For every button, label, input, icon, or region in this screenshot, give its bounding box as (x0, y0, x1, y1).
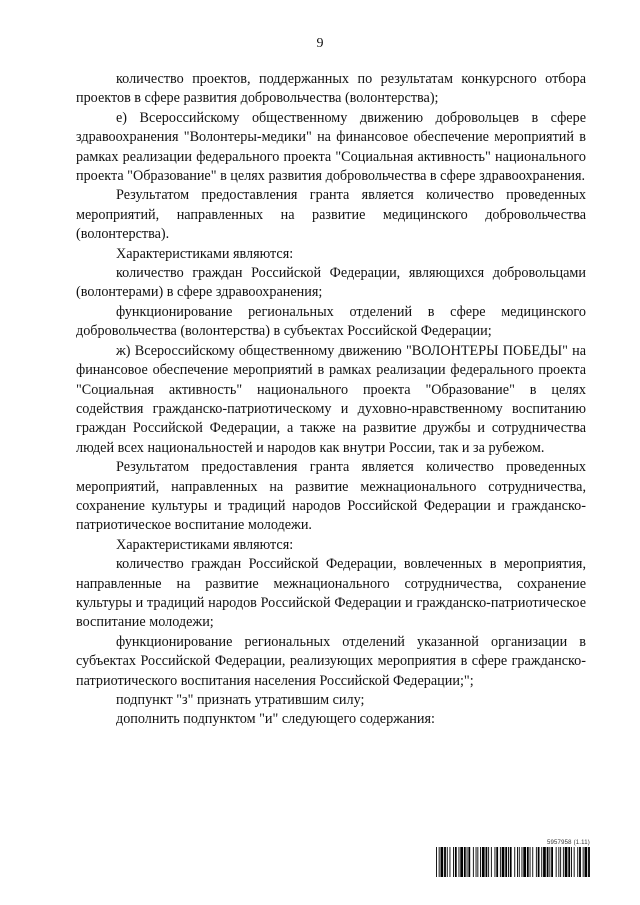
page-number: 9 (316, 36, 324, 51)
paragraph: Результатом предоставления гранта является количество проведенных мероприятий, направленных на развитие межнационального сотрудничества, сохранение культуры и традиций народов Российской Федерации и гражданско-патриотическое воспитание молодежи. (76, 459, 586, 534)
paragraph: Характеристиками являются: (116, 536, 294, 553)
paragraph: функционирование региональных отделений в сфере медицинского добровольчества (волонтерства) в субъектах Российской Федерации; (76, 303, 586, 340)
barcode-block (436, 840, 590, 877)
paragraph: Результатом предоставления гранта является количество проведенных мероприятий, направленных на развитие медицинского добровольчества (волонтерства). (76, 187, 586, 243)
paragraph: количество граждан Российской Федерации, вовлеченных в мероприятия, направленные на развитие межнационального сотрудничества, сохранение культуры и традиций народов Российской Федерации и гражданско-патриотическое воспитание молодежи; (76, 556, 586, 631)
paragraph: подпункт "з" признать утратившим силу; (116, 692, 365, 708)
document-body (76, 70, 586, 730)
paragraph: ж) Всероссийскому общественному движению "ВОЛОНТЕРЫ ПОБЕДЫ" на финансовое обеспечение мероприятий в рамках реализации федерального проекта "Социальная активность" национального проекта "Образование" в целях содействия гражданско-патриотическому и духовно-нравственному воспитанию граждан Российской Федерации, а также на развитие дружбы и сотрудничества людей всех национальностей и народов как внутри России, так и за рубежом. (76, 342, 586, 456)
paragraph: е) Всероссийскому общественному движению добровольцев в сфере здравоохранения "Волонтеры-медики" на финансовое обеспечение мероприятий в рамках реализации федерального проекта "Социальная активность" национального проекта "Образование" в целях развития добровольчества в сфере здравоохранения. (76, 109, 586, 185)
paragraph: количество проектов, поддержанных по результатам конкурсного отбора проектов в сфере развития добровольчества (волонтерства); (76, 71, 586, 107)
paragraph: Характеристиками являются: (116, 245, 294, 262)
barcode-icon (436, 847, 590, 877)
paragraph: количество граждан Российской Федерации, являющихся добровольцами (волонтерами) в сфере здравоохранения; (76, 265, 586, 301)
barcode-id: 5957958 (1.11) (546, 840, 590, 846)
paragraph: дополнить подпунктом "и" следующего содержания: (116, 711, 435, 728)
paragraph: функционирование региональных отделений указанной организации в субъектах Российской Федерации, реализующих мероприятия в сфере гражданско-патриотического воспитания населения Российской Федерации;"; (76, 633, 586, 689)
